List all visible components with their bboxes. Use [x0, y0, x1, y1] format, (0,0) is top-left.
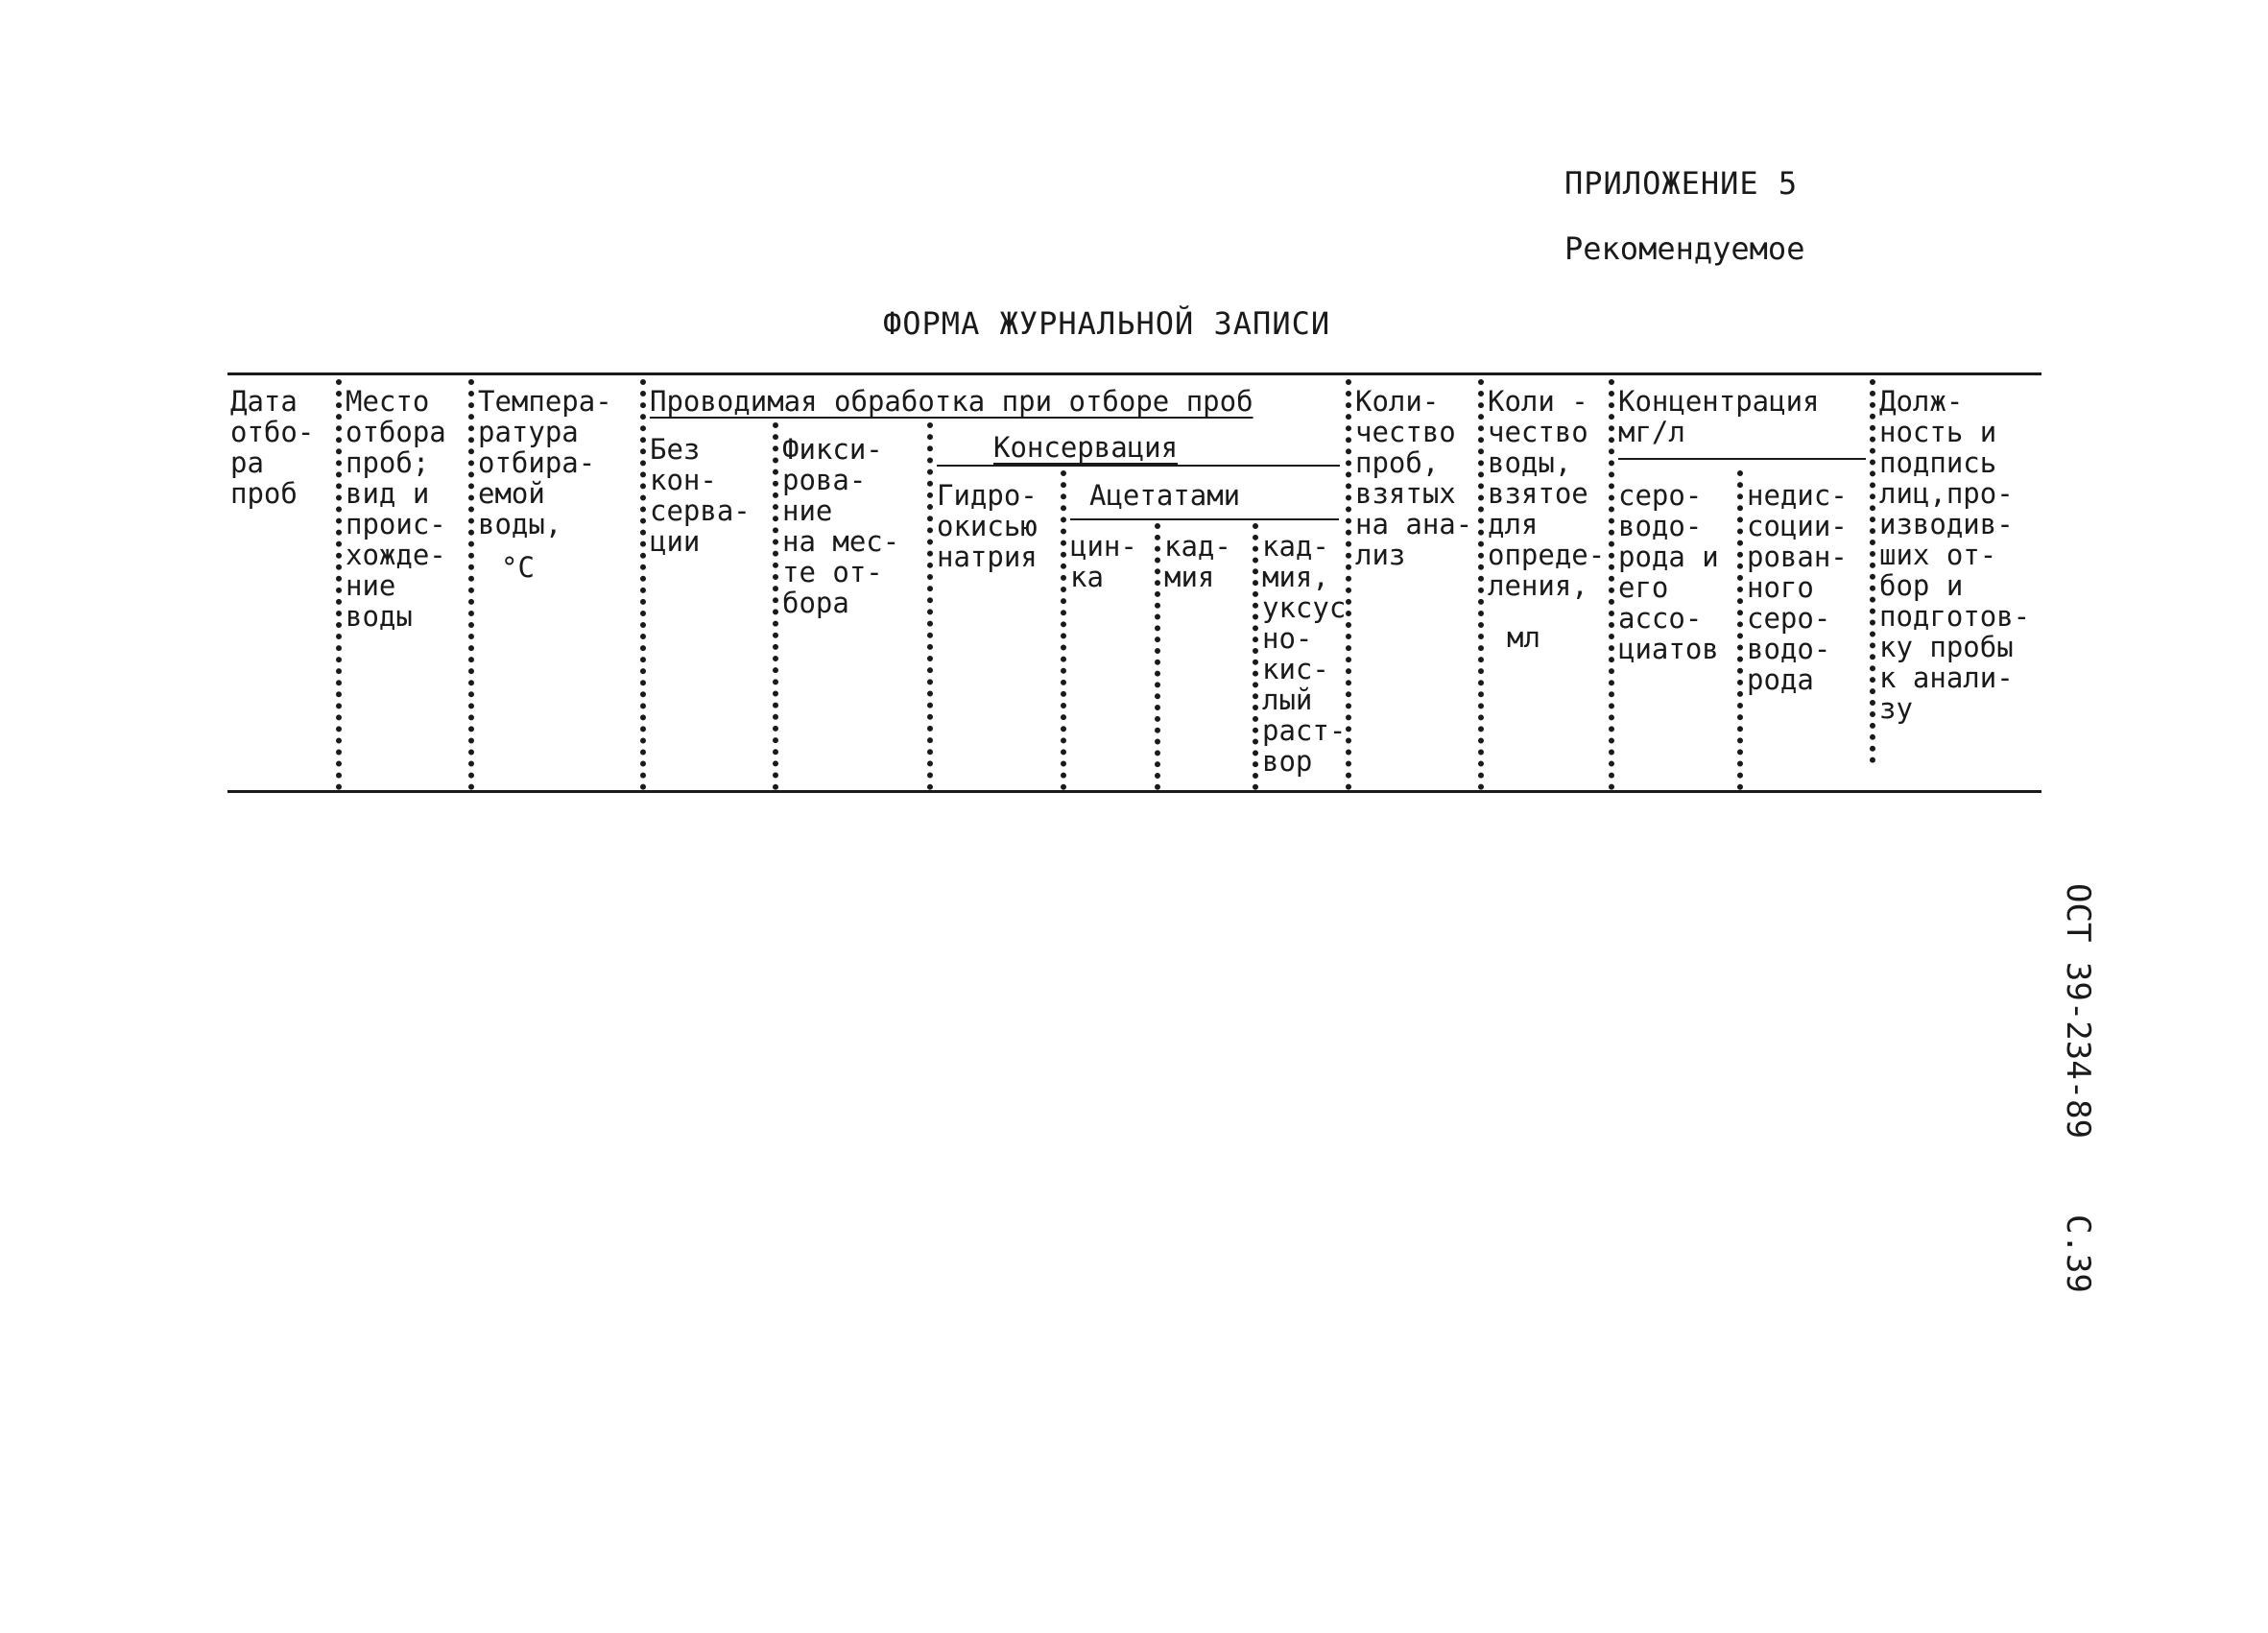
- concentration-divider: [1618, 458, 1866, 460]
- recommendation-status: Рекомендуемое: [1564, 230, 1805, 267]
- group-header-concentration: Концентрация мг/л: [1618, 385, 1820, 448]
- column-separator: [336, 379, 342, 790]
- column-header-sampling-place: Место отбора проб; вид и проис- хожде- ние воды: [346, 385, 446, 633]
- group-header-treatment: Проводимая обработка при отборе проб: [650, 385, 1253, 418]
- group-header-acetates: Ацетатами: [1089, 479, 1241, 512]
- form-title: ФОРМА ЖУРНАЛЬНОЙ ЗАПИСИ: [883, 305, 1331, 342]
- column-separator: [1870, 379, 1875, 763]
- column-header-undissociated-hydrogen-sulfide: недис- соции- рован- ного серо- водо- рода: [1747, 479, 1848, 696]
- column-header-cadmium: кад- мия: [1164, 530, 1231, 593]
- table-top-rule: [227, 372, 2041, 375]
- column-separator: [468, 379, 474, 790]
- group-header-conservation: Консервация: [993, 431, 1179, 464]
- column-header-date: Дата отбо- ра проб: [230, 385, 315, 510]
- column-separator: [1609, 379, 1614, 790]
- column-header-temperature: Темпера- ратура отбира- емой воды,: [478, 385, 612, 540]
- column-header-water-volume: Коли - чество воды, взятое для опреде- ления,: [1488, 385, 1606, 602]
- table-bottom-rule: [227, 790, 2041, 793]
- column-separator: [1478, 379, 1484, 790]
- column-header-zinc: цин- ка: [1070, 530, 1137, 593]
- column-header-no-conservation: Без кон- серва- ции: [650, 433, 751, 558]
- temperature-unit: °С: [501, 551, 535, 584]
- water-volume-unit: мл: [1507, 621, 1540, 654]
- standard-number: ОСТ 39-234-89: [2059, 883, 2097, 1140]
- column-header-sample-count: Коли- чество проб, взятых на ана- лиз: [1355, 385, 1473, 571]
- column-header-hydrogen-sulfide: серо- водо- рода и его ассо- циатов: [1618, 479, 1719, 665]
- column-header-fixation: Фикси- рова- ние на мес- те от- бора: [782, 433, 900, 619]
- column-separator: [773, 422, 778, 790]
- column-header-cadmium-acetic-solution: кад- мия, уксус но- кис- лый раст- вор: [1262, 530, 1347, 778]
- column-header-position-signature: Долж- ность и подпись лиц,про- изводив- ших от- бор и подготов- ку пробы к анали- зу: [1879, 385, 2031, 725]
- column-separator: [927, 422, 933, 790]
- page-number: С.39: [2059, 1214, 2097, 1293]
- column-header-sodium-hydroxide: Гидро- окисью натрия: [937, 479, 1038, 573]
- column-separator: [1155, 523, 1160, 790]
- column-separator: [1061, 470, 1066, 790]
- appendix-label: ПРИЛОЖЕНИЕ 5: [1564, 165, 1799, 202]
- column-separator: [640, 379, 646, 790]
- acetates-divider: [1070, 518, 1339, 520]
- column-separator: [1253, 523, 1258, 790]
- conservation-divider: [937, 465, 1340, 467]
- column-separator: [1737, 470, 1743, 790]
- column-separator: [1346, 379, 1351, 790]
